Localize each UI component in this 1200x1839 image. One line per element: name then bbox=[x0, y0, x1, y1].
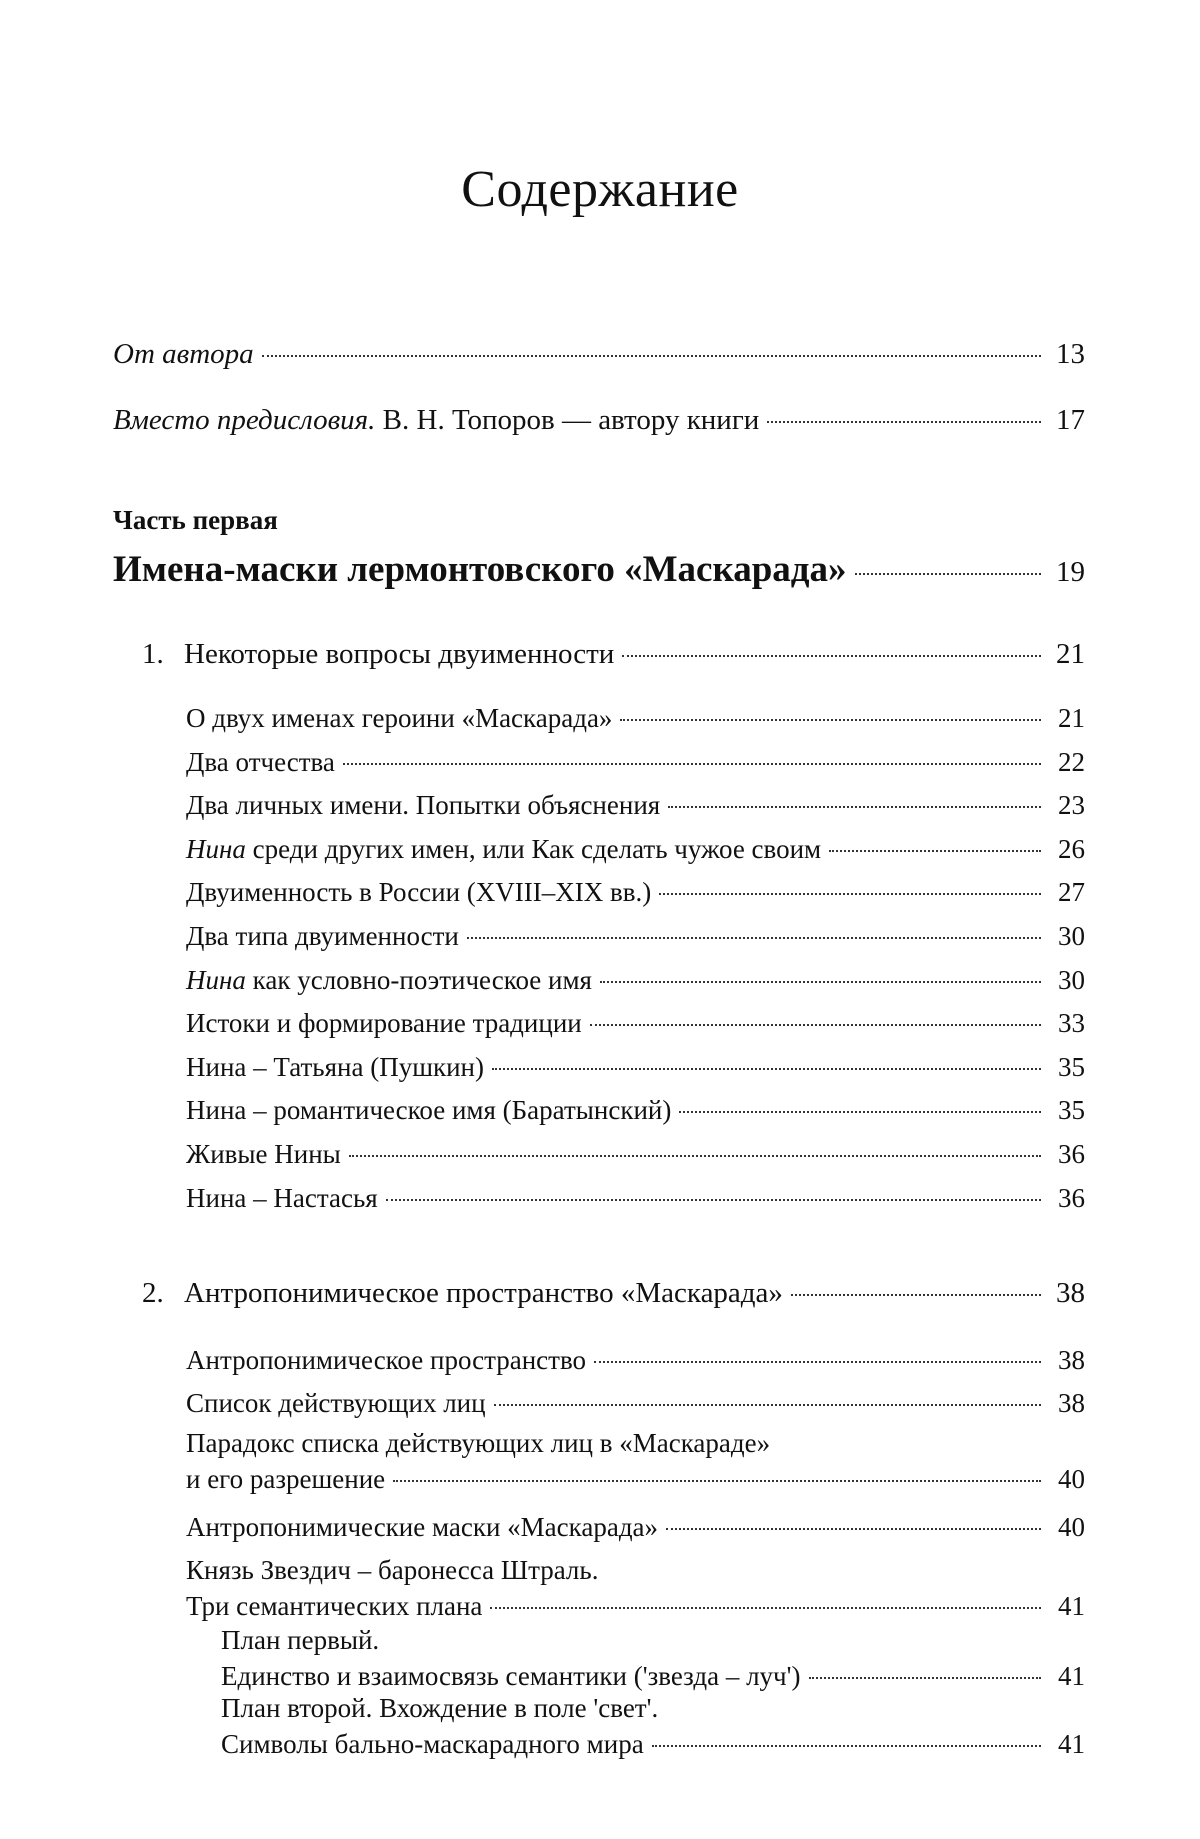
toc-entry-plan-2: План второй. Вхождение в поле 'свет'. Символы бально-маскарадного мира 41 bbox=[221, 1690, 1085, 1762]
section-title: среди других имен, или Как сделать чужое своим bbox=[245, 833, 822, 864]
toc-entry-section bbox=[186, 962, 1085, 998]
page-number: 38 bbox=[1058, 1388, 1085, 1418]
chapter-title: Антропонимическое пространство «Маскарада» bbox=[184, 1277, 783, 1309]
page-number: 19 bbox=[1056, 556, 1085, 588]
section-title: как условно-поэтическое имя bbox=[245, 964, 592, 995]
leader-dots bbox=[494, 1404, 1041, 1406]
toc-entry-section bbox=[186, 1049, 1085, 1085]
toc-entry-section bbox=[186, 1092, 1085, 1128]
toc-entry-section bbox=[186, 1180, 1085, 1216]
section-title: Двуименность в России (XVIII–XIX вв.) bbox=[186, 877, 652, 908]
page-number: 38 bbox=[1058, 1345, 1085, 1375]
toc-entry-section bbox=[186, 1136, 1085, 1172]
toc-entry-chapter-2 bbox=[142, 1275, 1085, 1311]
page-number: 41 bbox=[1058, 1729, 1085, 1759]
toc-entry-paradox: Парадокс списка действующих лиц в «Маскараде» и его разрешение 40 bbox=[186, 1425, 1085, 1497]
entry-title: От автора bbox=[113, 338, 254, 370]
page-number: 33 bbox=[1058, 1008, 1085, 1039]
leader-dots bbox=[594, 1361, 1041, 1363]
page-number: 26 bbox=[1058, 833, 1085, 864]
section-title: Нина – Татьяна (Пушкин) bbox=[186, 1051, 484, 1082]
page-number: 35 bbox=[1058, 1095, 1085, 1126]
page-number: 40 bbox=[1058, 1512, 1085, 1542]
leader-dots bbox=[668, 806, 1041, 808]
entry-title: Вместо предисловия. bbox=[113, 404, 376, 436]
page-number: 36 bbox=[1058, 1182, 1085, 1213]
toc-entry-section bbox=[186, 700, 1085, 736]
page-number: 22 bbox=[1058, 746, 1085, 777]
page-number: 41 bbox=[1058, 1591, 1085, 1621]
entry-subtitle: В. Н. Топоров — автору книги bbox=[375, 404, 760, 436]
leader-dots bbox=[620, 719, 1041, 721]
section-title: Два отчества bbox=[186, 746, 335, 777]
section-title-italic: Нина bbox=[186, 964, 246, 995]
toc-entry-section: Антропонимические маски «Маскарада» 40 bbox=[186, 1509, 1085, 1545]
toc-entry-section: Антропонимическое пространство 38 bbox=[186, 1342, 1085, 1378]
leader-dots bbox=[679, 1111, 1041, 1113]
toc-entry-section bbox=[186, 744, 1085, 780]
leader-dots bbox=[666, 1528, 1041, 1530]
toc-entry-from-author bbox=[113, 336, 1085, 372]
section-title: Нина – романтическое имя (Баратынский) bbox=[186, 1095, 672, 1126]
leader-dots bbox=[343, 763, 1041, 765]
leader-dots bbox=[622, 655, 1041, 657]
leader-dots bbox=[652, 1745, 1041, 1747]
leader-dots bbox=[829, 850, 1041, 852]
toc-entry-plan-1: План первый. Единство и взаимосвязь семантики ('звезда – луч') 41 bbox=[221, 1622, 1085, 1694]
leader-dots bbox=[600, 981, 1041, 983]
page-number: 27 bbox=[1058, 877, 1085, 908]
section-title: Нина – Настасья bbox=[186, 1182, 378, 1213]
leader-dots bbox=[855, 573, 1041, 575]
page-number: 36 bbox=[1058, 1139, 1085, 1169]
section-title: О двух именах героини «Маскарада» bbox=[186, 703, 613, 733]
leader-dots bbox=[386, 1199, 1041, 1201]
page-number: 17 bbox=[1056, 404, 1085, 436]
toc-entry-section bbox=[186, 787, 1085, 823]
leader-dots bbox=[349, 1155, 1041, 1157]
leader-dots bbox=[791, 1294, 1041, 1296]
part-title: Имена-маски лермонтовского «Маскарада» bbox=[113, 549, 847, 590]
toc-entry-section bbox=[186, 874, 1085, 910]
chapter-title: Некоторые вопросы двуименности bbox=[184, 638, 615, 670]
page-number: 30 bbox=[1058, 964, 1085, 995]
leader-dots bbox=[490, 1607, 1041, 1609]
page-number: 13 bbox=[1056, 338, 1085, 370]
leader-dots bbox=[590, 1024, 1041, 1026]
toc-entry-section bbox=[186, 831, 1085, 867]
toc-entry-chapter-1 bbox=[142, 636, 1085, 672]
chapter-number: 1. bbox=[142, 638, 164, 670]
leader-dots bbox=[262, 355, 1041, 357]
page-number: 38 bbox=[1056, 1277, 1085, 1309]
page-number: 40 bbox=[1058, 1464, 1085, 1494]
leader-dots bbox=[809, 1677, 1042, 1679]
leader-dots bbox=[659, 893, 1041, 895]
page-number: 35 bbox=[1058, 1051, 1085, 1082]
toc-entry-section: Список действующих лиц 38 bbox=[186, 1385, 1085, 1421]
leader-dots bbox=[492, 1068, 1041, 1070]
toc-entry-prince: Князь Звездич – баронесса Штраль. Три семантических плана 41 bbox=[186, 1552, 1085, 1624]
section-title: Два типа двуименности bbox=[186, 921, 459, 951]
chapter-number: 2. bbox=[142, 1277, 164, 1309]
leader-dots bbox=[393, 1480, 1041, 1482]
leader-dots bbox=[767, 421, 1041, 423]
section-title: Два личных имени. Попытки объяснения bbox=[186, 790, 661, 821]
page-number: 23 bbox=[1058, 790, 1085, 821]
page-number: 21 bbox=[1058, 703, 1085, 733]
toc-entry-preface bbox=[113, 402, 1085, 438]
toc-entry-part-one bbox=[113, 549, 1085, 590]
toc-entry-section bbox=[186, 1005, 1085, 1041]
section-title: Живые Нины bbox=[186, 1139, 341, 1169]
leader-dots bbox=[467, 937, 1041, 939]
page-title: Содержание bbox=[461, 161, 739, 218]
page-number: 21 bbox=[1056, 638, 1085, 670]
section-title-italic: Нина bbox=[186, 833, 246, 864]
page-number: 30 bbox=[1058, 921, 1085, 951]
page-number: 41 bbox=[1058, 1661, 1085, 1691]
part-label: Часть первая bbox=[113, 505, 278, 535]
toc-entry-section bbox=[186, 918, 1085, 954]
section-title: Истоки и формирование традиции bbox=[186, 1008, 582, 1039]
